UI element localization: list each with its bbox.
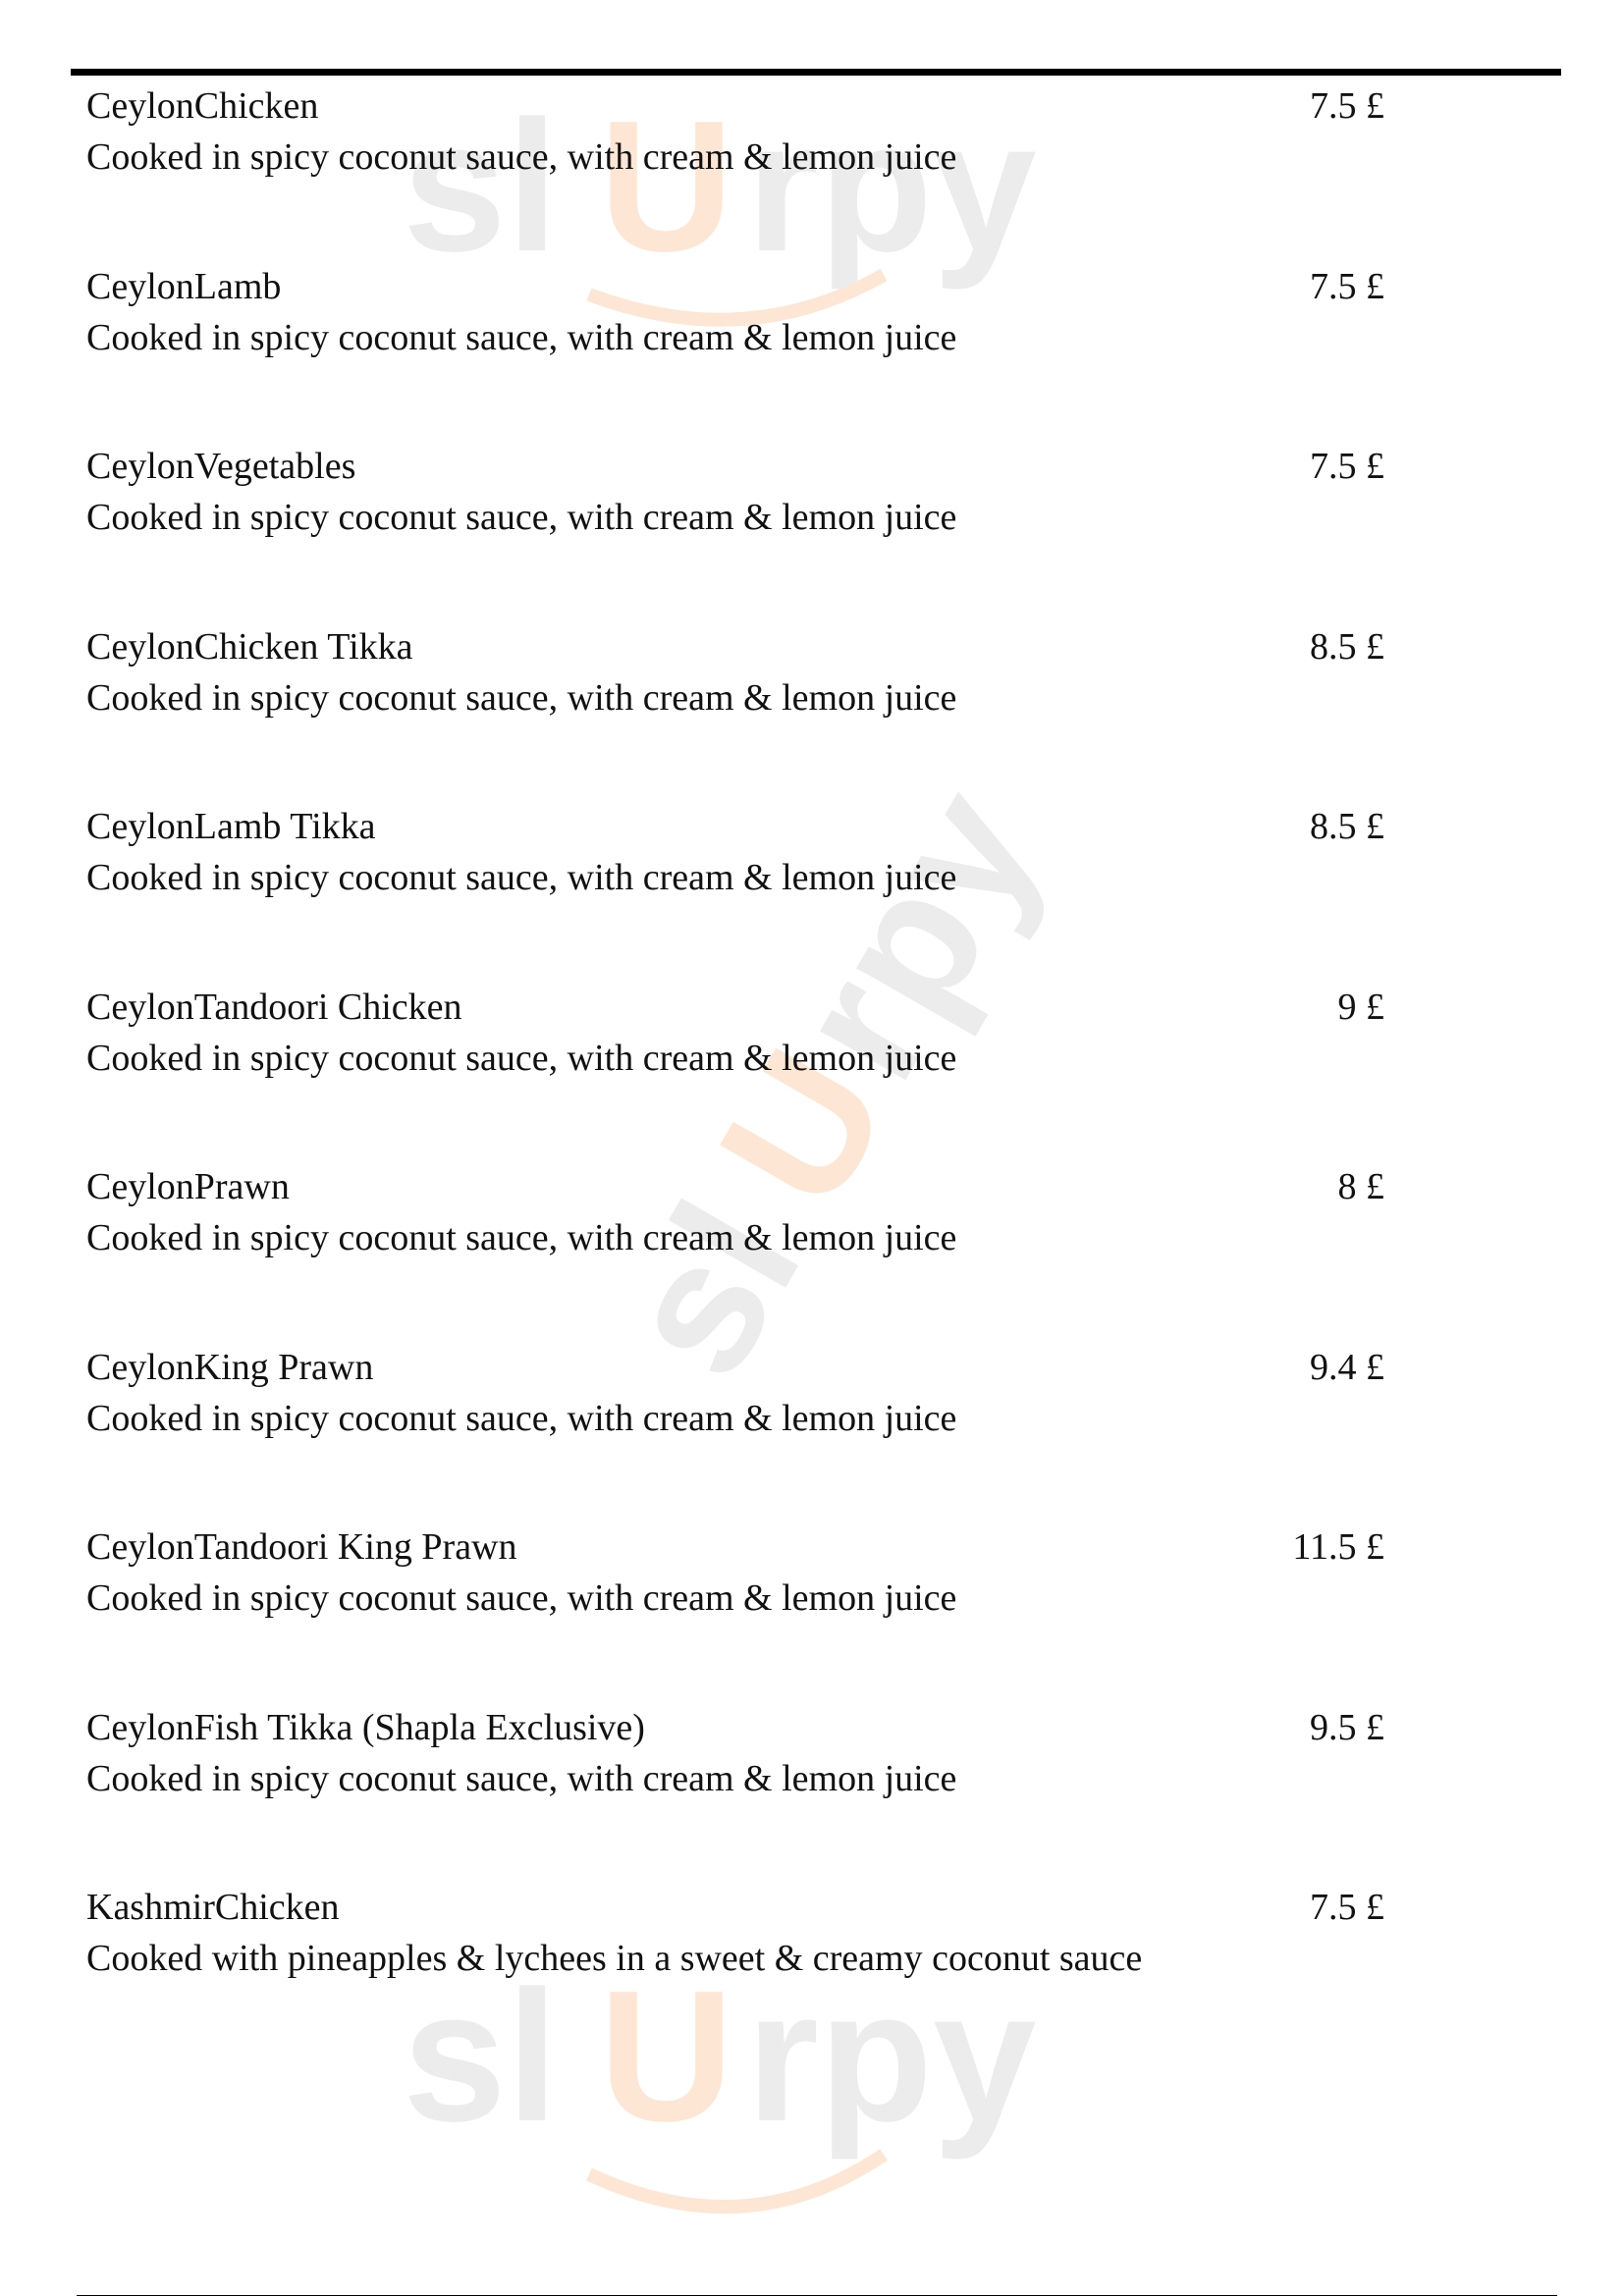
item-price: 7.5 £ — [1310, 85, 1384, 127]
item-price: 8.5 £ — [1310, 806, 1384, 847]
item-name: CeylonLamb Tikka — [86, 806, 376, 847]
item-description: Cooked in spicy coconut sauce, with cream & lemon juice — [86, 1037, 957, 1079]
item-description: Cooked with pineapples & lychees in a sweet & creamy coconut sauce — [86, 1938, 1143, 1979]
item-description: Cooked in spicy coconut sauce, with cream & lemon juice — [86, 1397, 957, 1439]
svg-text:rpy: rpy — [753, 756, 1079, 1112]
item-description: Cooked in spicy coconut sauce, with cream & lemon juice — [86, 857, 957, 898]
item-name: CeylonVegetables — [86, 446, 356, 487]
item-description: Cooked in spicy coconut sauce, with cream & lemon juice — [86, 1577, 957, 1619]
svg-text:sl: sl — [403, 82, 559, 291]
menu-item — [86, 976, 1398, 1156]
item-price: 11.5 £ — [1292, 1526, 1384, 1568]
svg-text:U: U — [599, 82, 734, 291]
item-name: CeylonFish Tikka (Shapla Exclusive) — [86, 1706, 645, 1748]
item-description: Cooked in spicy coconut sauce, with cream & lemon juice — [86, 1217, 957, 1258]
item-name: CeylonLamb — [86, 265, 282, 307]
item-price: 7.5 £ — [1310, 1887, 1384, 1928]
item-price: 8 £ — [1337, 1166, 1384, 1207]
menu-item — [86, 1696, 1398, 1877]
menu-item — [86, 1876, 1398, 2056]
menu-item — [86, 75, 1398, 255]
menu-item — [86, 1155, 1398, 1336]
item-price: 9.4 £ — [1310, 1346, 1384, 1388]
svg-text:U: U — [679, 1018, 928, 1240]
item-price: 9.5 £ — [1310, 1706, 1384, 1748]
svg-text:rpy: rpy — [746, 82, 1037, 291]
item-description: Cooked in spicy coconut sauce, with cream & lemon juice — [86, 316, 957, 358]
menu-item — [86, 1516, 1398, 1696]
item-name: KashmirChicken — [86, 1887, 340, 1928]
menu-item — [86, 255, 1398, 436]
item-price: 7.5 £ — [1310, 446, 1384, 487]
menu-item — [86, 795, 1398, 976]
item-price: 8.5 £ — [1310, 625, 1384, 667]
item-name: CeylonTandoori King Prawn — [86, 1526, 517, 1568]
item-name: CeylonKing Prawn — [86, 1346, 374, 1388]
item-description: Cooked in spicy coconut sauce, with cream & lemon juice — [86, 497, 957, 538]
menu-item — [86, 435, 1398, 615]
item-description: Cooked in spicy coconut sauce, with cream & lemon juice — [86, 676, 957, 719]
svg-text:sl: sl — [403, 1952, 559, 2161]
svg-text:U: U — [599, 1952, 734, 2161]
item-description: Cooked in spicy coconut sauce, with cream & lemon juice — [86, 1757, 957, 1799]
item-price: 9 £ — [1337, 986, 1384, 1028]
menu-item — [86, 1336, 1398, 1517]
item-name: CeylonTandoori Chicken — [86, 986, 462, 1028]
item-name: CeylonChicken — [86, 85, 319, 127]
menu-item — [86, 615, 1398, 796]
item-name: CeylonPrawn — [86, 1166, 290, 1207]
item-description: Cooked in spicy coconut sauce, with cream & lemon juice — [86, 136, 957, 178]
menu-list — [86, 75, 1398, 2056]
item-name: CeylonChicken Tikka — [86, 625, 413, 667]
svg-text:rpy: rpy — [746, 1952, 1037, 2161]
item-price: 7.5 £ — [1310, 265, 1384, 307]
svg-text:sl: sl — [581, 1170, 840, 1410]
